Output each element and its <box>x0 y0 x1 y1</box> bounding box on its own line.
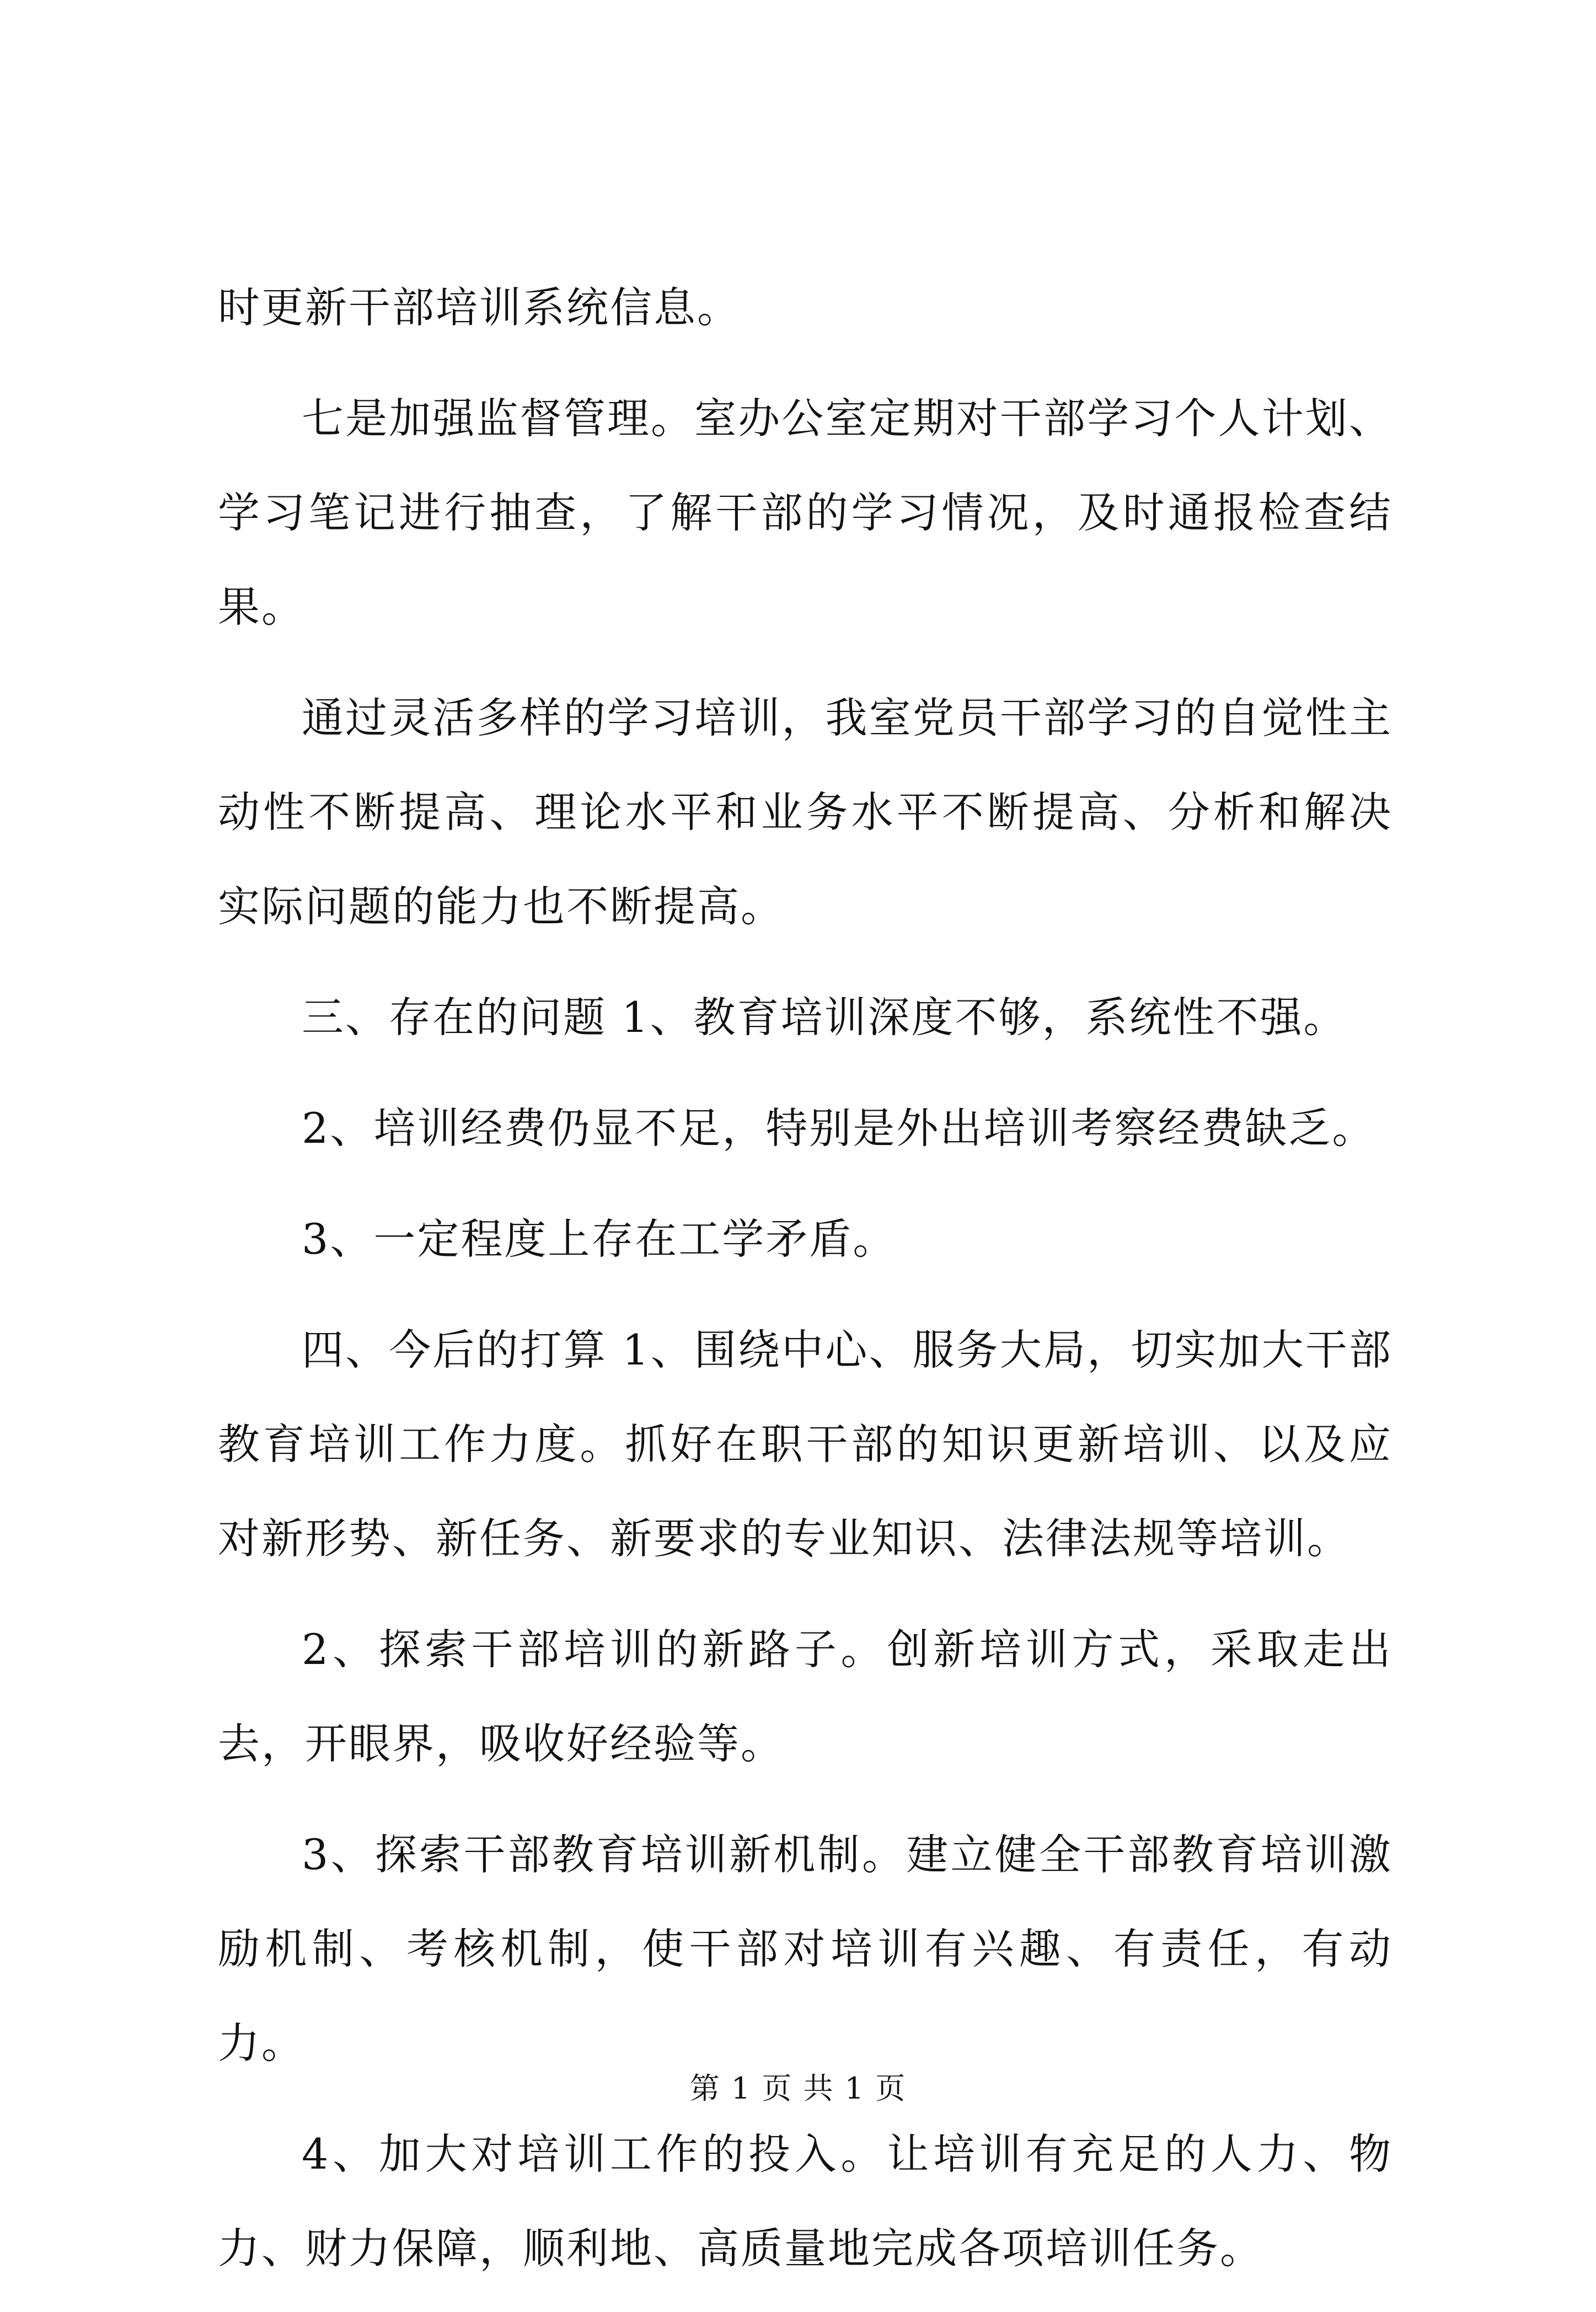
paragraph-problems-1: 三、存在的问题 1、教育培训深度不够，系统性不强。 <box>302 993 1347 1042</box>
paragraph-problems-3: 3、一定程度上存在工学矛盾。 <box>302 1214 897 1264</box>
paragraph-supervision: 七是加强监督管理。室办公室定期对干部学习个人计划、学习笔记进行抽查，了解干部的学习情况，及时通报检查结果。 <box>218 394 1393 631</box>
page-indicator: 第 1 页 共 1 页 <box>689 2071 907 2106</box>
paragraph-plans-2: 2、探索干部培训的新路子。创新培训方式，采取走出去，开眼界，吸收好经验等。 <box>218 1625 1393 1768</box>
paragraph-results: 通过灵活多样的学习培训，我室党员干部学习的自觉性主动性不断提高、理论水平和业务水平不断提高、分析和解决实际问题的能力也不断提高。 <box>218 693 1393 931</box>
paragraph-plans-1: 四、今后的打算 1、围绕中心、服务大局，切实加大干部教育培训工作力度。抓好在职干部的知识更新培训、以及应对新形势、新任务、新要求的专业知识、法律法规等培训。 <box>218 1325 1393 1563</box>
paragraph-plans-4: 4、加大对培训工作的投入。让培训有充足的人力、物力、财力保障，顺利地、高质量地完成各项培训任务。 <box>218 2129 1393 2273</box>
paragraph-continuation: 时更新干部培训系统信息。 <box>218 283 741 332</box>
paragraph-problems-2: 2、培训经费仍显不足，特别是外出培训考察经费缺乏。 <box>302 1104 1376 1153</box>
document-body <box>218 260 1393 2312</box>
paragraph-plans-3: 3、探索干部教育培训新机制。建立健全干部教育培训激励机制、考核机制，使干部对培训有兴趣、有责任，有动力。 <box>218 1830 1393 2068</box>
page-footer <box>0 2069 1596 2108</box>
